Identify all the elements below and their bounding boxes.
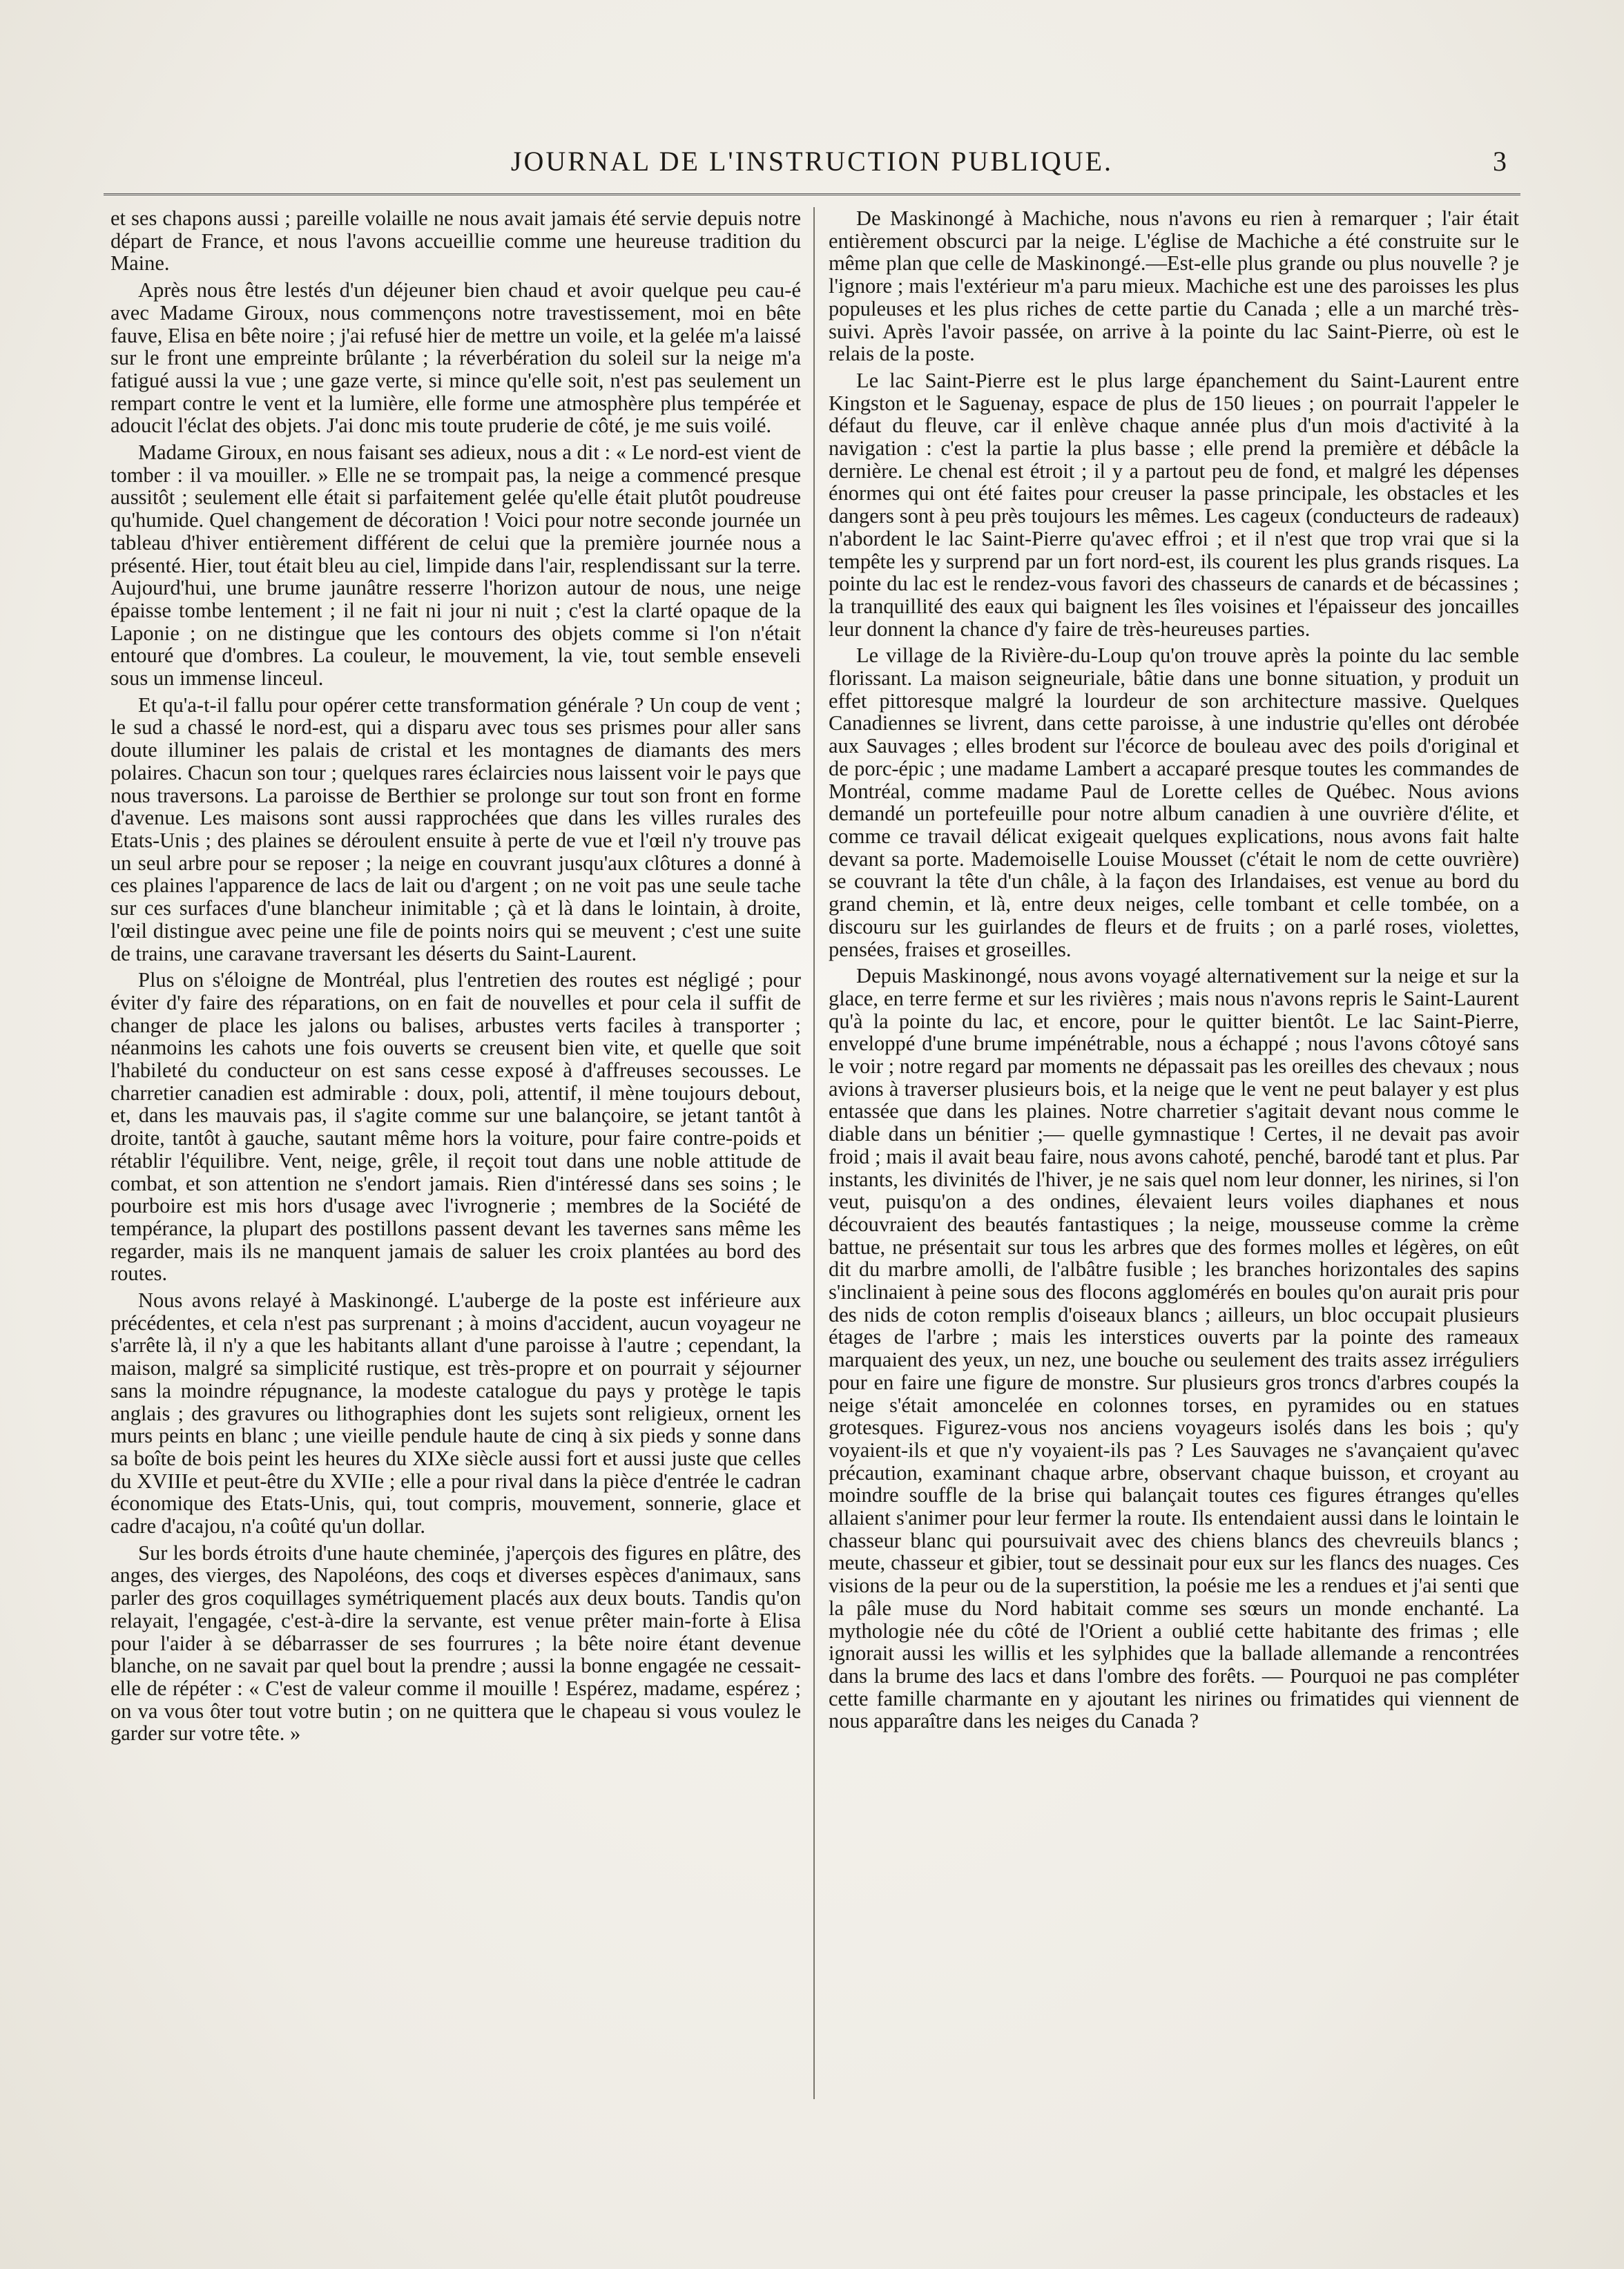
right-column — [829, 207, 1519, 2085]
left-column — [110, 207, 801, 2085]
page-number: 3 — [1493, 146, 1507, 177]
page-header — [104, 145, 1520, 186]
paragraph: Depuis Maskinongé, nous avons voyagé alternativement sur la neige et sur la glace, en terre ferme et sur les rivières ; mais nous n'avons repris le Saint-Laurent qu'à la pointe du lac, et encore, pour le quitter bientôt. Le lac Saint-Pierre, enveloppé d'une brume impénétrable, nous a échappé ; nous l'avons côtoyé sans le voir ; notre regard par moments ne dépassait pas les oreilles des chevaux ; nous avions à traverser plusieurs bois, et la neige que le vent ne peut balayer y est plus entassée que dans les plaines. Notre charretier s'agitait devant nous comme le diable dans un bénitier ;— quelle gymnastique ! Certes, il ne devait pas avoir froid ; mais il avait beau faire, nous avons cahoté, penché, barodé tant et plus. Par instants, les divinités de l'hiver, je ne sais quel nom leur donner, les nirines, si l'on veut, puisqu'on a des ondines, élevaient leurs voiles diaphanes et nous découvraient des beautés fantastiques ; la neige, mousseuse comme la crème battue, ne présentait sur tous les arbres que des formes molles et légères, on eût dit du marbre amolli, de l'albâtre fusible ; les branches horizontales des sapins s'inclinaient à peine sous des flocons agglomérés en boules qu'on aurait pris pour des nids de coton remplis d'oiseaux blancs ; ailleurs, un bloc occupait plusieurs étages de l'arbre ; mais les interstices ouverts par la pointe des rameaux marquaient des yeux, un nez, une bouche ou seulement des traits assez irréguliers pour en faire une figure de monstre. Sur plusieurs gros troncs d'arbres coupés la neige s'était amoncelée en colonnes torses, en pyramides ou en statues grotesques. Figurez-vous nos anciens voyageurs isolés dans les bois ; qu'y voyaient-ils et que n'y voyaient-ils pas ? Les Sauvages ne s'avançaient qu'avec précaution, examinant chaque arbre, observant chaque buisson, et croyant au moindre souffle de la brise qui balançait toutes ces figures étranges qu'elles allaient s'animer pour leur fermer la route. Ils entendaient aussi dans le lointain le chasseur blanc qui poursuivait avec des chiens blancs des chevreuils blancs ; meute, chasseur et gibier, tout se dessinait pour eux sur les flancs des nuages. Ces visions de la peur ou de la superstition, la poésie me les a rendues et j'ai senti que la pâle muse du Nord habitait comme ses sœurs un monde enchanté. La mythologie née du côté de l'Orient a oublié cette habitante des frimas ; elle ignorait aussi les willis et les sylphides que la ballade allemande a rencontrées dans la brume des lacs et dans l'ombre des forêts. — Pourquoi ne pas compléter cette famille charmante en y ajoutant les nirines ou frimatides qui viennent de nous apparaître dans les neiges du Canada ? — [829, 964, 1519, 1733]
paragraph: De Maskinongé à Machiche, nous n'avons eu rien à remarquer ; l'air était entièrement obscurci par la neige. L'église de Machiche a été construite sur le même plan que celle de Maskinongé.—Est-elle plus grande ou plus nouvelle ? je l'ignore ; mais l'extérieur m'a paru mieux. Machiche est une des paroisses les plus populeuses et les plus riches de cette partie du Canada ; elle a un marché très-suivi. Après l'avoir passée, on arrive à la pointe du lac Saint-Pierre, où est le relais de la poste. — [829, 207, 1519, 366]
header-rule — [104, 193, 1520, 195]
paragraph: Le lac Saint-Pierre est le plus large épanchement du Saint-Laurent entre Kingston et le Saguenay, espace de plus de 150 lieues ; on pourrait l'appeler le défaut du fleuve, car il enlève chaque année plus d'un mois d'activité à la navigation : c'est la partie la plus basse ; elle prend la première et débâcle la dernière. Le chenal est étroit ; il y a partout peu de fond, et malgré les dépenses énormes qui ont été faites pour creuser la passe principale, les obstacles et les dangers sont à peu près toujours les mêmes. Les cageux (conducteurs de radeaux) n'abordent le lac Saint-Pierre qu'avec effroi ; et il n'est que trop vrai que si la tempête les y surprend par un fort nord-est, ils courent les plus grands risques. La pointe du lac est le rendez-vous favori des chasseurs de canards et de bécassines ; la tranquillité des eaux qui baignent les îles voisines et l'épaisseur des joncailles leur donnent la chance d'y faire de très-heureuses parties. — [829, 368, 1519, 641]
paragraph: Plus on s'éloigne de Montréal, plus l'entretien des routes est négligé ; pour éviter d'y faire des réparations, on en fait de nouvelles et pour cela il suffit de changer de place les jalons ou balises, arbustes verts faciles à transporter ; néanmoins les cahots une fois ouverts se creusent bien vite, et quelle que soit l'habileté du conducteur on est sans cesse exposé à d'affreuses secousses. Le charretier canadien est admirable : doux, poli, attentif, il mène toujours debout, et, dans les mauvais pas, il s'agite comme sur une balançoire, se jetant tantôt à droite, tantôt à gauche, sautant même hors la voiture, pour faire contre-poids et rétablir l'équilibre. Vent, neige, grêle, il reçoit tout dans une noble attitude de combat, et son attention ne s'endort jamais. Rien d'intéressé dans ses soins ; le pourboire est mis hors d'usage avec l'ivrognerie ; membres de la Société de tempérance, la plupart des postillons passent devant les tavernes sans même les regarder, mais ils ne manquent jamais de saluer les croix plantées au bord des routes. — [110, 968, 801, 1286]
running-head: JOURNAL DE L'INSTRUCTION PUBLIQUE. — [510, 146, 1114, 177]
paragraph: Madame Giroux, en nous faisant ses adieux, nous a dit : « Le nord-est vient de tomber : il va mouiller. » Elle ne se trompait pas, la neige a commencé presque aussitôt ; seulement elle était si parfaitement gelée qu'elle était plutôt poudreuse qu'humide. Quel changement de décoration ! Voici pour notre seconde journée un tableau d'hiver entièrement différent de celui que la première journée nous a présenté. Hier, tout était bleu au ciel, limpide dans l'air, resplendissant sur la terre. Aujourd'hui, une brume jaunâtre resserre l'horizon autour de nous, une neige épaisse tombe lentement ; il ne fait ni jour ni nuit ; c'est la clarté opaque de la Laponie ; on ne distingue que les contours des objets comme si l'on n'était entouré que d'ombres. La couleur, le mouvement, la vie, tout semble enseveli sous un immense linceul. — [110, 441, 801, 691]
paragraph: Sur les bords étroits d'une haute cheminée, j'aperçois des figures en plâtre, des anges, des vierges, des Napoléons, des coqs et diverses espèces d'animaux, sans parler des gros coquillages symétriquement placés aux deux bouts. Tandis qu'on relayait, l'engagée, c'est-à-dire la servante, est venue prêter main-forte à Elisa pour l'aider à se débarrasser de ses fourrures ; la bête noire étant devenue blanche, on ne savait par quel bout la prendre ; aussi la bonne engagée ne cessait-elle de répéter : « C'est de valeur comme il mouille ! Espérez, madame, espérez ; on va vous ôter tout votre butin ; on ne quittera que le chapeau si vous voulez le garder sur votre tête. » — [110, 1541, 801, 1746]
paragraph: Le village de la Rivière-du-Loup qu'on trouve après la pointe du lac semble florissant. La maison seigneuriale, bâtie dans une bonne situation, y produit un effet pittoresque malgré la lourdeur de son architecture massive. Quelques Canadiennes se livrent, dans cette paroisse, à une industrie qu'elles ont dérobée aux Sauvages ; elles brodent sur l'écorce de bouleau avec des poils d'original et de porc-épic ; une madame Lambert a accaparé presque toutes les commandes de Montréal, comme madame Paul de Lorette celles de Québec. Nous avions demandé un portefeuille pour notre album canadien à une ouvrière d'élite, et comme ce travail délicat exigeait quelques explications, nous avons fait halte devant sa porte. Mademoiselle Louise Mousset (c'était le nom de cette ouvrière) se couvrant la tête d'un châle, à la façon des Irlandaises, est venue au bord du grand chemin, et là, entre deux neiges, celle tombant et celle tombée, on a discouru sur les guirlandes de fleurs et de fruits ; on a parlé roses, violettes, pensées, fraises et groseilles. — [829, 644, 1519, 961]
paragraph: et ses chapons aussi ; pareille volaille ne nous avait jamais été servie depuis notre départ de France, et nous l'avons accueillie comme une heureuse tradition du Maine. — [110, 207, 801, 276]
paragraph: Et qu'a-t-il fallu pour opérer cette transformation générale ? Un coup de vent ; le sud a chassé le nord-est, qui a disparu avec tous ses prismes pour aller sans doute illuminer les palais de cristal et les montagnes de diamants des mers polaires. Chacun son tour ; quelques rares éclaircies nous laissent voir le pays que nous traversons. La paroisse de Berthier se prolonge sur tout son front en forme d'avenue. Les maisons sont aussi rapprochées que dans les villes rurales des Etats-Unis ; des plaines se déroulent ensuite à perte de vue et l'œil n'y trouve pas un seul arbre pour se reposer ; la neige en couvrant jusqu'aux clôtures a donné à ces plaines l'apparence de lacs de lait ou d'argent ; on ne voit pas une seule tache sur ces surfaces d'une blancheur inimitable ; çà et là dans le lointain, à droite, l'œil distingue avec peine une file de points noirs qui se meuvent ; c'est une suite de trains, une caravane traversant les déserts du Saint-Laurent. — [110, 693, 801, 965]
column-divider — [813, 207, 815, 2099]
paragraph: Nous avons relayé à Maskinongé. L'auberge de la poste est inférieure aux précédentes, et cela n'est pas surprenant ; à moins d'accident, aucun voyageur ne s'arrête là, il n'y a que les habitants allant d'une paroisse à l'autre ; cependant, la maison, malgré sa simplicité rustique, est très-propre et on pourrait y séjourner sans la moindre répugnance, la modeste catalogue du pays y protège le tapis anglais ; des gravures ou lithographies dont les sujets sont religieux, ornent les murs peints en blanc ; une vieille pendule haute de cinq à six pieds y sonne dans sa boîte de bois peint les heures du XIXe siècle aussi fort et aussi juste que celles du XVIIIe et peut-être du XVIIe ; elle a pour rival dans la pièce d'entrée le cadran économique des Etats-Unis, qui, tout compris, mouvement, sonnerie, glace et cadre d'acajou, n'a coûté qu'un dollar. — [110, 1288, 801, 1538]
paragraph: Après nous être lestés d'un déjeuner bien chaud et avoir quelque peu cau-é avec Madame Giroux, nous commençons notre travestissement, moi en bête fauve, Elisa en bête noire ; j'ai refusé hier de mettre un voile, et la gelée m'a laissé sur le front une empreinte brûlante ; la réverbération du soleil sur la neige m'a fatigué aussi la vue ; une gaze verte, si mince qu'elle soit, n'est pas seulement un rempart contre le vent et la lumière, elle forme une atmosphère plus tempérée et adoucit l'éclat des objets. J'ai donc mis toute pruderie de côté, je me suis voilé. — [110, 278, 801, 438]
